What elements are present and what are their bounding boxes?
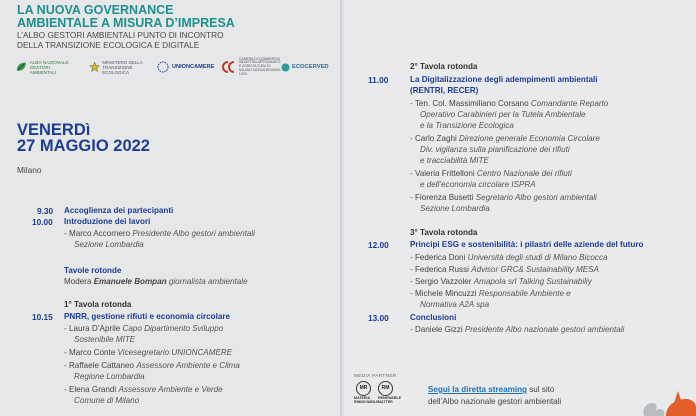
event-title: LA NUOVA GOVERNANCE AMBIENTALE A MISURA D’IMPRESA (17, 3, 235, 30)
speaker-doni: - Federica Doni Università degli studi di Milano Bicocca (410, 253, 608, 262)
speaker-russi: - Federica Russi Advisor GRC& Sustainability MESA (410, 265, 599, 274)
star-icon (89, 60, 100, 74)
agenda-accoglienza: Accoglienza dei partecipanti (64, 206, 174, 215)
streaming-link[interactable]: Segui la diretta streaming (428, 385, 527, 394)
ecocerved-icon (281, 63, 290, 72)
left-panel: LA NUOVA GOVERNANCE AMBIENTALE A MISURA D’IMPRESA L’ALBO GESTORI AMBIENTALI PUNTO DI INCONTRO DELLA TRANSIZIONE ECOLOGICA E DIGITALE ALBO NAZIONALE GESTORI AMBIENTALI MINISTERO DELLA TRANSIZIONE ECOLOGICA UNIONCAMERE CAMERA DI COMMERCIO INDUSTRIA ARTIGIANATO E AGRICOLTURA DI MILANO MONZA BRIANZA LODI ECOCERVED VENERDì 27 MAGGIO 2022 Milano 9.30 Accoglienza dei partecipanti 10.00 Introduzione dei lavori - Marco Accornero Presidente Albo gestori ambientali Sezione Lombardia Tavole rotonde Modera Emanuele Bompan giornalista ambientale 1° Tavola rotonda 10.15 PNRR, gestione rifiuti e economia circolare - Laura D’Aprile Capo Dipartimento Sviluppo Sostenibile MITE - Marco Conte Vicesegretario UNIONCAMERE - Raffaele Cattaneo Assessore Ambiente e Clima Regione Lombardia - Elena Grandi Assessore Ambiente e Verde Comune di Milano (0, 0, 340, 416)
time-930: 9.30 (37, 206, 54, 216)
ministero-logo: MINISTERO DELLA TRANSIZIONE ECOLOGICA (89, 56, 149, 78)
decorative-corner-graphic (636, 385, 696, 416)
round2-label: 2° Tavola rotonda (410, 62, 478, 71)
event-subtitle: L’ALBO GESTORI AMBIENTALI PUNTO DI INCONTRO DELLA TRANSIZIONE ECOLOGICA E DIGITALE (17, 30, 224, 50)
speaker-accornero: - Marco Accornero Presidente Albo gestori ambientali (64, 229, 255, 238)
time-1200: 12.00 (368, 240, 389, 250)
event-day: VENERDì (17, 121, 91, 139)
speaker-corsano: - Ten. Col. Massimiliano Corsano Comandante Reparto (410, 99, 609, 108)
speaker-conte: - Marco Conte Vicesegretario UNIONCAMERE (64, 348, 233, 357)
speaker-cattaneo: - Raffaele Cattaneo Assessore Ambiente e Clima (64, 361, 240, 370)
cc-icon (221, 60, 237, 74)
speaker-vazzoler: - Sergio Vazzoler Amapola srl Talking Sustainabiliy (410, 277, 592, 286)
time-1000: 10.00 (32, 217, 53, 227)
round1-title: PNRR, gestione rifiuti e economia circolare (64, 312, 230, 321)
event-date: 27 MAGGIO 2022 (17, 137, 150, 155)
speaker-daprile: - Laura D’Aprile Capo Dipartimento Sviluppo (64, 324, 224, 333)
conclusioni-title: Conclusioni (410, 313, 457, 322)
unioncamere-icon (157, 61, 169, 73)
round2-title: La Digitalizzazione degli adempimenti ambientali (410, 75, 598, 84)
speaker-gizzi: - Daniele Gizzi Presidente Albo nazionale gestori ambientali (410, 325, 625, 334)
tavole-rotonde-title: Tavole rotonde (64, 266, 122, 275)
streaming-line: Segui la diretta streaming sul sito (428, 385, 555, 394)
event-city: Milano (17, 165, 42, 175)
mr-logo-icon: MR (356, 381, 371, 396)
speaker-frittelloni: - Valeria Frittelloni Centro Nazionale dei rifiuti (410, 169, 572, 178)
time-1300: 13.00 (368, 313, 389, 323)
speaker-mincuzzi: - Michele Mincuzzi Responsabile Ambiente e (410, 289, 571, 298)
camera-commercio-logo: CAMERA DI COMMERCIO INDUSTRIA ARTIGIANATO E AGRICOLTURA DI MILANO MONZA BRIANZA LODI (221, 56, 281, 78)
rm-logo-icon: RM (378, 381, 393, 396)
streaming-site: dell’Albo nazionale gestori ambientali (428, 397, 562, 406)
albo-leaf-icon (15, 60, 28, 74)
round3-label: 3° Tavola rotonda (410, 228, 478, 237)
round1-label: 1° Tavola rotonda (64, 300, 132, 309)
speaker-busetti: - Fiorenza Busetti Segretario Albo gestori ambientali (410, 193, 597, 202)
logo-strip (15, 56, 335, 78)
ecocerved-logo: ECOCERVED (281, 56, 333, 78)
speaker-grandi: - Elena Grandi Assessore Ambiente e Verde (64, 385, 223, 394)
speaker-zaghi: - Carlo Zaghi Direzione generale Economia Circolare (410, 134, 600, 143)
media-partner: MEDIA PARTNER MR RM MATERIA RINNOVABILE RENEWABLE MATTER (354, 374, 401, 404)
right-panel: 2° Tavola rotonda 11.00 La Digitalizzazione degli adempimenti ambientali (RENTRI, RECER) - Ten. Col. Massimiliano Corsano Comandante Reparto Operativo Carabinieri per la Tutela Ambientale e la Transizione Ecologica - Carlo Zaghi Direzione generale Economia Circolare Div. vigilanza sulla pianificazione dei rifiuti e tracciabilità MITE - Valeria Frittelloni Centro Nazionale dei rifiuti e dell’economia circolare ISPRA - Fiorenza Busetti Segretario Albo gestori ambientali Sezione Lombardia 3° Tavola rotonda 12.00 Principi ESG e sostenibilità: i pilastri delle aziende del futuro - Federica Doni Università degli studi di Milano Bicocca - Federica Russi Advisor GRC& Sustainability MESA - Sergio Vazzoler Amapola srl Talking Sustainabiliy - Michele Mincuzzi Responsabile Ambiente e Normativa A2A spa 13.00 Conclusioni - Daniele Gizzi Presidente Albo nazionale gestori ambientali MEDIA PARTNER MR RM MATERIA RINNOVABILE RENEWABLE MATTER Segui la diretta streaming sul sito dell’Albo nazionale gestori ambientali (346, 0, 696, 416)
round3-title: Principi ESG e sostenibilità: i pilastri delle aziende del futuro (410, 240, 644, 249)
time-1100: 11.00 (368, 75, 389, 85)
time-1015: 10.15 (32, 312, 53, 322)
agenda-introduzione: Introduzione dei lavori (64, 217, 151, 226)
moderator-line: Modera Emanuele Bompan giornalista ambientale (64, 277, 248, 286)
albo-logo: ALBO NAZIONALE GESTORI AMBIENTALI (15, 56, 73, 78)
unioncamere-logo: UNIONCAMERE (157, 56, 217, 78)
